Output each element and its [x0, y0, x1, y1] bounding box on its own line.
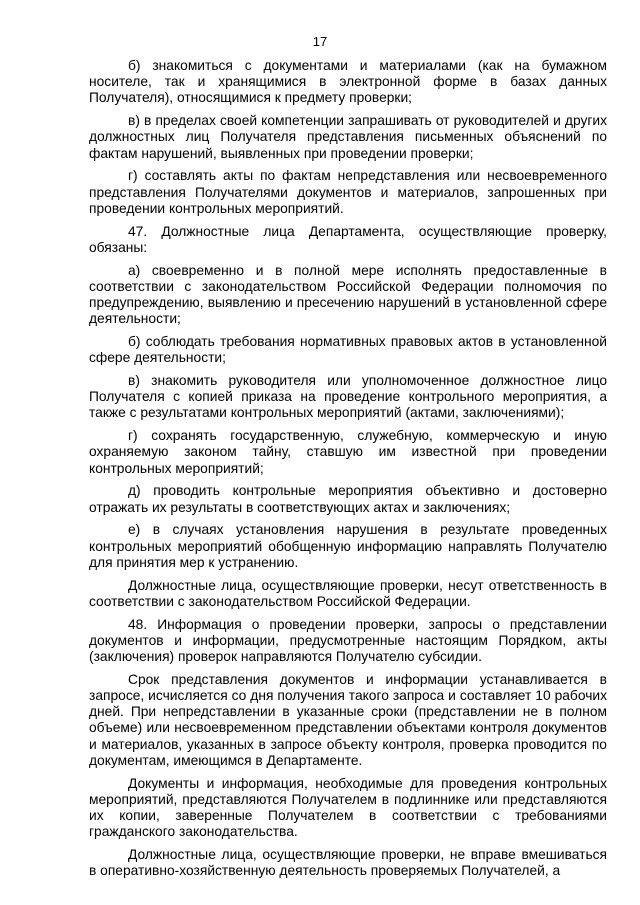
paragraph: Документы и информация, необходимые для проведения контрольных мероприятий, представляются Получателем в подлиннике или представляются их копии, заверенные Получателем в соответствии с требованиями гражданского законодательства.	[89, 775, 607, 840]
paragraph: а) своевременно и в полной мере исполнять предоставленные в соответствии с законодательством Российской Федерации полномочия по предупреждению, выявлению и пресечению нарушений в установленной сфере деятельности;	[89, 262, 607, 327]
paragraph: г) сохранять государственную, служебную, коммерческую и иную охраняемую законом тайну, ставшую им известной при проведении контрольных мероприятий;	[89, 428, 607, 476]
paragraph: в) в пределах своей компетенции запрашивать от руководителей и других должностных лиц Получателя представления письменных объяснений по фактам нарушений, выявленных при проведении проверки;	[89, 113, 607, 161]
paragraph: Должностные лица, осуществляющие проверки, не вправе вмешиваться в оперативно-хозяйственную деятельность проверяемых Получателей, а	[89, 847, 607, 879]
paragraph: е) в случаях установления нарушения в результате проведенных контрольных мероприятий обобщенную информацию направлять Получателю для принятия мер к устранению.	[89, 522, 607, 570]
paragraph: в) знакомить руководителя или уполномоченное должностное лицо Получателя с копией приказа на проведение контрольного мероприятия, а также с результатами контрольных мероприятий (актами, заключениями);	[89, 373, 607, 421]
paragraph: 48. Информация о проведении проверки, запросы о представлении документов и информации, предусмотренные настоящим Порядком, акты (заключения) проверок направляются Получателю субсидии.	[89, 616, 607, 665]
paragraph: Должностные лица, осуществляющие проверки, несут ответственность в соответствии с законодательством Российской Федерации.	[89, 577, 607, 609]
paragraph: д) проводить контрольные мероприятия объективно и достоверно отражать их результаты в соответствующих актах и заключениях;	[89, 483, 607, 515]
paragraph: б) знакомиться с документами и материалами (как на бумажном носителе, так и хранящимися в электронной форме в базах данных Получателя), относящимися к предмету проверки;	[89, 58, 607, 106]
paragraph: б) соблюдать требования нормативных правовых актов в установленной сфере деятельности;	[89, 334, 607, 366]
paragraph: г) составлять акты по фактам непредставления или несвоевременного представления Получателями документов и материалов, запрошенных при проведении контрольных мероприятий.	[89, 168, 607, 216]
page-number: 17	[312, 34, 328, 49]
paragraph: Срок представления документов и информации устанавливается в запросе, исчисляется со дня получения такого запроса и составляет 10 рабочих дней. При непредставлении в указанные сроки (представлении не в полном объеме) или несвоевременном представлении объектами контроля документов и материалов, указанных в запросе объекту контроля, проверка проводится по документам, имеющимся в Департаменте.	[89, 671, 607, 768]
paragraph: 47. Должностные лица Департамента, осуществляющие проверку, обязаны:	[89, 223, 607, 255]
document-body	[89, 58, 607, 886]
